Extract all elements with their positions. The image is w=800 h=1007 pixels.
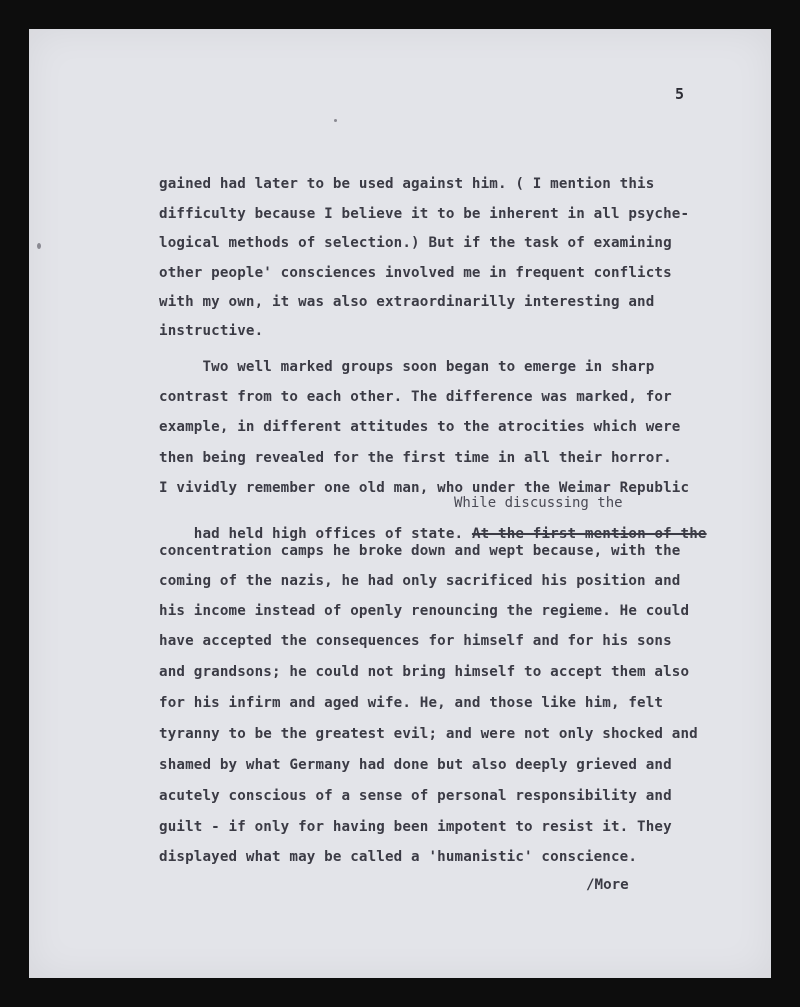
text-line: then being revealed for the first time in all their horror.	[159, 450, 672, 466]
text-line: tyranny to be the greatest evil; and were not only shocked and	[159, 726, 698, 742]
text-line: contrast from to each other. The difference was marked, for	[159, 389, 672, 405]
punch-mark	[37, 243, 41, 249]
text-line: his income instead of openly renouncing the regieme. He could	[159, 603, 690, 619]
paper-speck	[334, 119, 337, 122]
typewritten-page	[29, 29, 771, 978]
continuation-marker: /More	[586, 877, 629, 893]
text-line: I vividly remember one old man, who under the Weimar Republic	[159, 480, 690, 496]
page-number: 5	[675, 85, 685, 103]
text-line: gained had later to be used against him. ( I mention this	[159, 176, 655, 192]
text-line: guilt - if only for having been impotent to resist it. They	[159, 819, 672, 835]
text-line: acutely conscious of a sense of personal responsibility and	[159, 788, 672, 804]
struck-out-text: At the first mention of the	[471, 526, 707, 542]
text-line: coming of the nazis, he had only sacrificed his position and	[159, 573, 681, 589]
text-line: example, in different attitudes to the atrocities which were	[159, 419, 681, 435]
text-line: displayed what may be called a 'humanistic' conscience.	[159, 849, 638, 865]
text-line: other people' consciences involved me in frequent conflicts	[159, 265, 672, 281]
text-line: difficulty because I believe it to be inherent in all psyche-	[159, 206, 690, 222]
text-line: concentration camps he broke down and wept because, with the	[159, 543, 681, 559]
text-line: Two well marked groups soon began to emerge in sharp	[159, 359, 655, 375]
text-line: have accepted the consequences for himself and for his sons	[159, 633, 672, 649]
text-line: and grandsons; he could not bring himself to accept them also	[159, 664, 690, 680]
text-line: shamed by what Germany had done but also deeply grieved and	[159, 757, 672, 773]
text-line: for his infirm and aged wife. He, and those like him, felt	[159, 695, 664, 711]
text-line: logical methods of selection.) But if the task of examining	[159, 235, 672, 251]
text-line: with my own, it was also extraordinarilly interesting and	[159, 294, 655, 310]
text-line-body: had held high offices of state.	[193, 526, 464, 542]
text-line: instructive.	[159, 323, 264, 339]
interlinear-insertion: While discussing the	[454, 495, 623, 511]
